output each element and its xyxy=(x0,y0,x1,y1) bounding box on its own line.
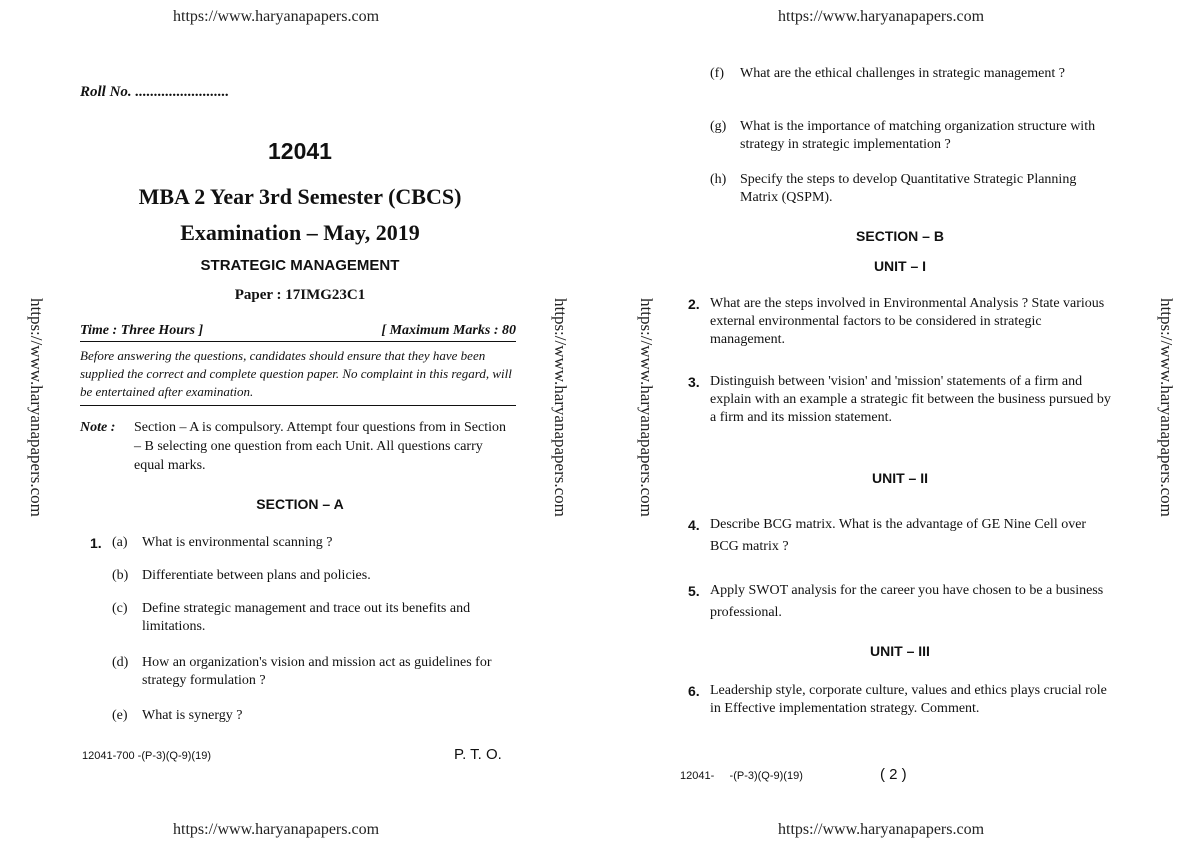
question-text: Differentiate between plans and policies. xyxy=(142,568,371,583)
question-1c xyxy=(112,600,516,636)
question-text: What is synergy ? xyxy=(142,708,243,723)
marks-label: [ Maximum Marks : 80 xyxy=(381,323,516,338)
question-number: 3. xyxy=(688,374,700,390)
question-1b xyxy=(112,567,516,585)
note-block xyxy=(80,418,516,475)
sub-label: (g) xyxy=(710,119,727,134)
sub-label: (c) xyxy=(112,601,128,616)
question-number: 6. xyxy=(688,683,700,699)
question-text: Apply SWOT analysis for the career you have chosen to be a business professional. xyxy=(710,583,1104,620)
question-1d xyxy=(112,654,516,690)
section-b-heading: SECTION – B xyxy=(856,228,944,244)
section-a-heading: SECTION – A xyxy=(256,496,344,512)
question-1g xyxy=(710,118,1114,154)
paper-code: 12041 xyxy=(268,138,332,164)
question-number: 1. xyxy=(90,535,102,551)
question-text: Specify the steps to develop Quantitative Strategic Planning Matrix (QSPM). xyxy=(740,172,1077,205)
course-title: MBA 2 Year 3rd Semester (CBCS) xyxy=(138,184,462,209)
left-page xyxy=(80,0,520,849)
watermark-url-bottom-right: https://www.haryanapapers.com xyxy=(778,821,985,838)
pto-label: P. T. O. xyxy=(454,746,502,763)
sub-label: (b) xyxy=(112,568,129,583)
question-number: 4. xyxy=(688,517,700,533)
question-1f xyxy=(710,65,1114,83)
note-text: Section – A is compulsory. Attempt four questions from in Section – B selecting one question from each Unit. All questions carry equal marks. xyxy=(134,420,507,473)
question-text: Leadership style, corporate culture, values and ethics plays crucial role in Effective implementation strategy. Comment. xyxy=(710,683,1107,716)
footer-code-right: 12041- -(P-3)(Q-9)(19) xyxy=(680,770,803,782)
exam-title: Examination – May, 2019 xyxy=(180,220,420,245)
sub-label: (f) xyxy=(710,66,724,81)
question-1h xyxy=(710,171,1114,207)
question-5 xyxy=(688,580,1114,624)
subject-title: STRATEGIC MANAGEMENT xyxy=(200,257,400,274)
question-1a xyxy=(90,534,516,552)
watermark-url-side-4: https://www.haryanapapers.com xyxy=(1157,298,1176,517)
watermark-url-side-3: https://www.haryanapapers.com xyxy=(637,298,656,517)
question-text: What are the ethical challenges in strategic management ? xyxy=(740,66,1065,81)
unit-2-heading: UNIT – II xyxy=(871,470,928,486)
sub-label: (a) xyxy=(112,535,128,550)
page-number: ( 2 ) xyxy=(880,766,907,783)
question-4 xyxy=(688,514,1114,558)
footer-code-left: 12041-700 -(P-3)(Q-9)(19) xyxy=(82,750,211,762)
question-6 xyxy=(688,682,1114,718)
roll-number: Roll No. ......................... xyxy=(80,84,230,100)
watermark-url-top-right: https://www.haryanapapers.com xyxy=(778,8,985,25)
question-text: What is the importance of matching organization structure with strategy in strategic implementation ? xyxy=(740,119,1096,152)
question-text: What are the steps involved in Environmental Analysis ? State various external environmental factors to be considered in strategic management. xyxy=(710,296,1105,347)
unit-1-heading: UNIT – I xyxy=(873,258,927,274)
sub-label: (e) xyxy=(112,708,128,723)
watermark-url-side-1: https://www.haryanapapers.com xyxy=(27,298,46,517)
question-text: What is environmental scanning ? xyxy=(142,535,333,550)
question-2 xyxy=(688,295,1114,349)
question-3 xyxy=(688,373,1114,427)
question-number: 2. xyxy=(688,296,700,312)
right-page xyxy=(680,0,1120,849)
question-number: 5. xyxy=(688,583,700,599)
question-text: Define strategic management and trace out its benefits and limitations. xyxy=(142,601,471,634)
question-text: Distinguish between 'vision' and 'mission' statements of a firm and explain with an example a strategic fit between the business pursued by a firm and its mission statement. xyxy=(710,374,1111,425)
unit-3-heading: UNIT – III xyxy=(870,643,930,659)
instructions: Before answering the questions, candidates should ensure that they have been supplied the correct and complete question paper. No complaint in this regard, will be entertained after examination. xyxy=(80,347,516,406)
note-label: Note : xyxy=(80,420,116,435)
watermark-url-top-left: https://www.haryanapapers.com xyxy=(173,8,380,25)
watermark-url-side-2: https://www.haryanapapers.com xyxy=(551,298,570,517)
time-marks-bar xyxy=(80,323,516,342)
question-1e xyxy=(112,707,516,725)
time-label: Time : Three Hours ] xyxy=(80,323,204,338)
paper-id: Paper : 17IMG23C1 xyxy=(234,287,366,303)
sub-label: (d) xyxy=(112,655,129,670)
question-text: How an organization's vision and mission act as guidelines for strategy formulation ? xyxy=(142,655,492,688)
watermark-url-bottom-left: https://www.haryanapapers.com xyxy=(173,821,380,838)
sub-label: (h) xyxy=(710,172,727,187)
question-text: Describe BCG matrix. What is the advantage of GE Nine Cell over BCG matrix ? xyxy=(710,517,1087,554)
